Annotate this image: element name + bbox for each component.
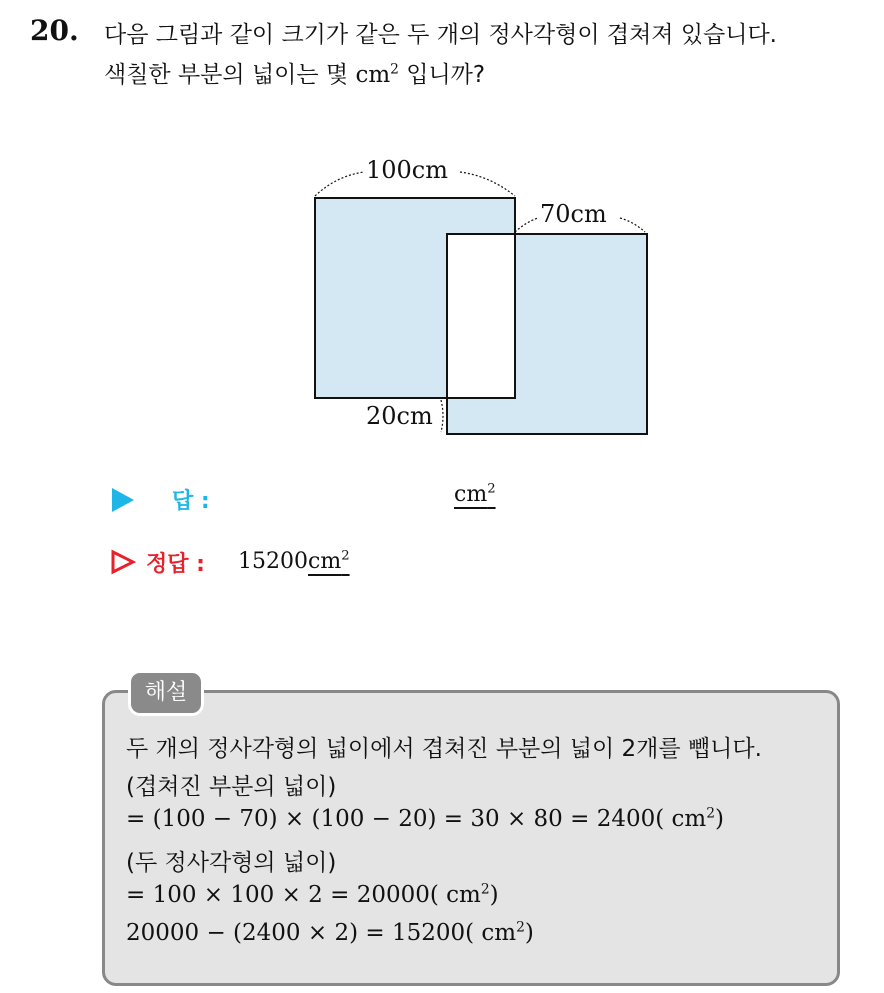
dim-curve-overlap-right	[620, 218, 645, 232]
answer-unit: cm	[454, 482, 488, 507]
question-line2-prefix: 색칠한 부분의 넓이는 몇	[104, 62, 356, 88]
question-number: 20.	[30, 14, 79, 47]
dim-curve-bottom	[441, 400, 443, 432]
question-line2-suffix: 입니까?	[398, 62, 486, 88]
answer-unit-blank[interactable]	[454, 482, 496, 507]
label-20cm: 20cm	[366, 402, 433, 430]
correct-answer-value-wrap	[238, 549, 350, 574]
explanation-line2: (겹쳐진 부분의 넓이)	[126, 774, 337, 800]
correct-answer-unit-wrap	[308, 549, 350, 574]
play-triangle-icon	[112, 488, 134, 512]
explanation-line3-text: = (100 − 70) × (100 − 20) = 30 × 80 = 2400( cm	[126, 806, 707, 832]
overlap-region	[447, 234, 515, 398]
dim-curve-top-right	[460, 172, 515, 196]
explanation-line5-end: )	[489, 882, 499, 908]
explanation-line6-text: 20000 − (2400 × 2) = 15200( cm	[126, 920, 517, 946]
question-unit: cm	[355, 62, 391, 88]
question-text-line2	[104, 56, 485, 89]
correct-answer-value: 15200	[238, 549, 308, 574]
outline-triangle-icon	[110, 549, 136, 575]
question-unit-sup: 2	[390, 61, 399, 78]
answer-label: 답 :	[172, 489, 210, 514]
explanation-line5-sup: 2	[480, 881, 490, 898]
label-70cm: 70cm	[540, 200, 607, 228]
question-text-line1: 다음 그림과 같이 크기가 같은 두 개의 정사각형이 겹쳐져 있습니다.	[104, 22, 777, 48]
explanation-line1: 두 개의 정사각형의 넓이에서 겹쳐진 부분의 넓이 2개를 뺍니다.	[126, 736, 762, 762]
answer-row	[110, 482, 610, 516]
figure-svg	[300, 150, 660, 450]
overlapping-squares-figure	[300, 150, 660, 450]
explanation-tag: 해설	[128, 670, 204, 716]
explanation-line6-sup: 2	[516, 919, 525, 936]
explanation-line5	[126, 882, 499, 908]
explanation-line6-end: )	[524, 920, 534, 946]
explanation-line3-end: )	[715, 806, 724, 832]
dim-curve-overlap-left	[515, 218, 538, 232]
correct-answer-unit: cm	[308, 549, 342, 574]
explanation-line5-text: = 100 × 100 × 2 = 20000( cm	[126, 882, 481, 908]
correct-answer-unit-sup: 2	[341, 548, 350, 564]
explanation-line6	[126, 920, 534, 946]
label-100cm: 100cm	[366, 156, 449, 184]
correct-answer-row	[110, 545, 610, 579]
dim-curve-top-left	[315, 172, 364, 196]
explanation-line3	[126, 806, 724, 832]
explanation-line4: (두 정사각형의 넓이)	[126, 850, 337, 876]
correct-answer-label: 정답 :	[146, 552, 205, 577]
explanation-line3-sup: 2	[706, 805, 715, 822]
answer-unit-sup: 2	[487, 481, 496, 497]
